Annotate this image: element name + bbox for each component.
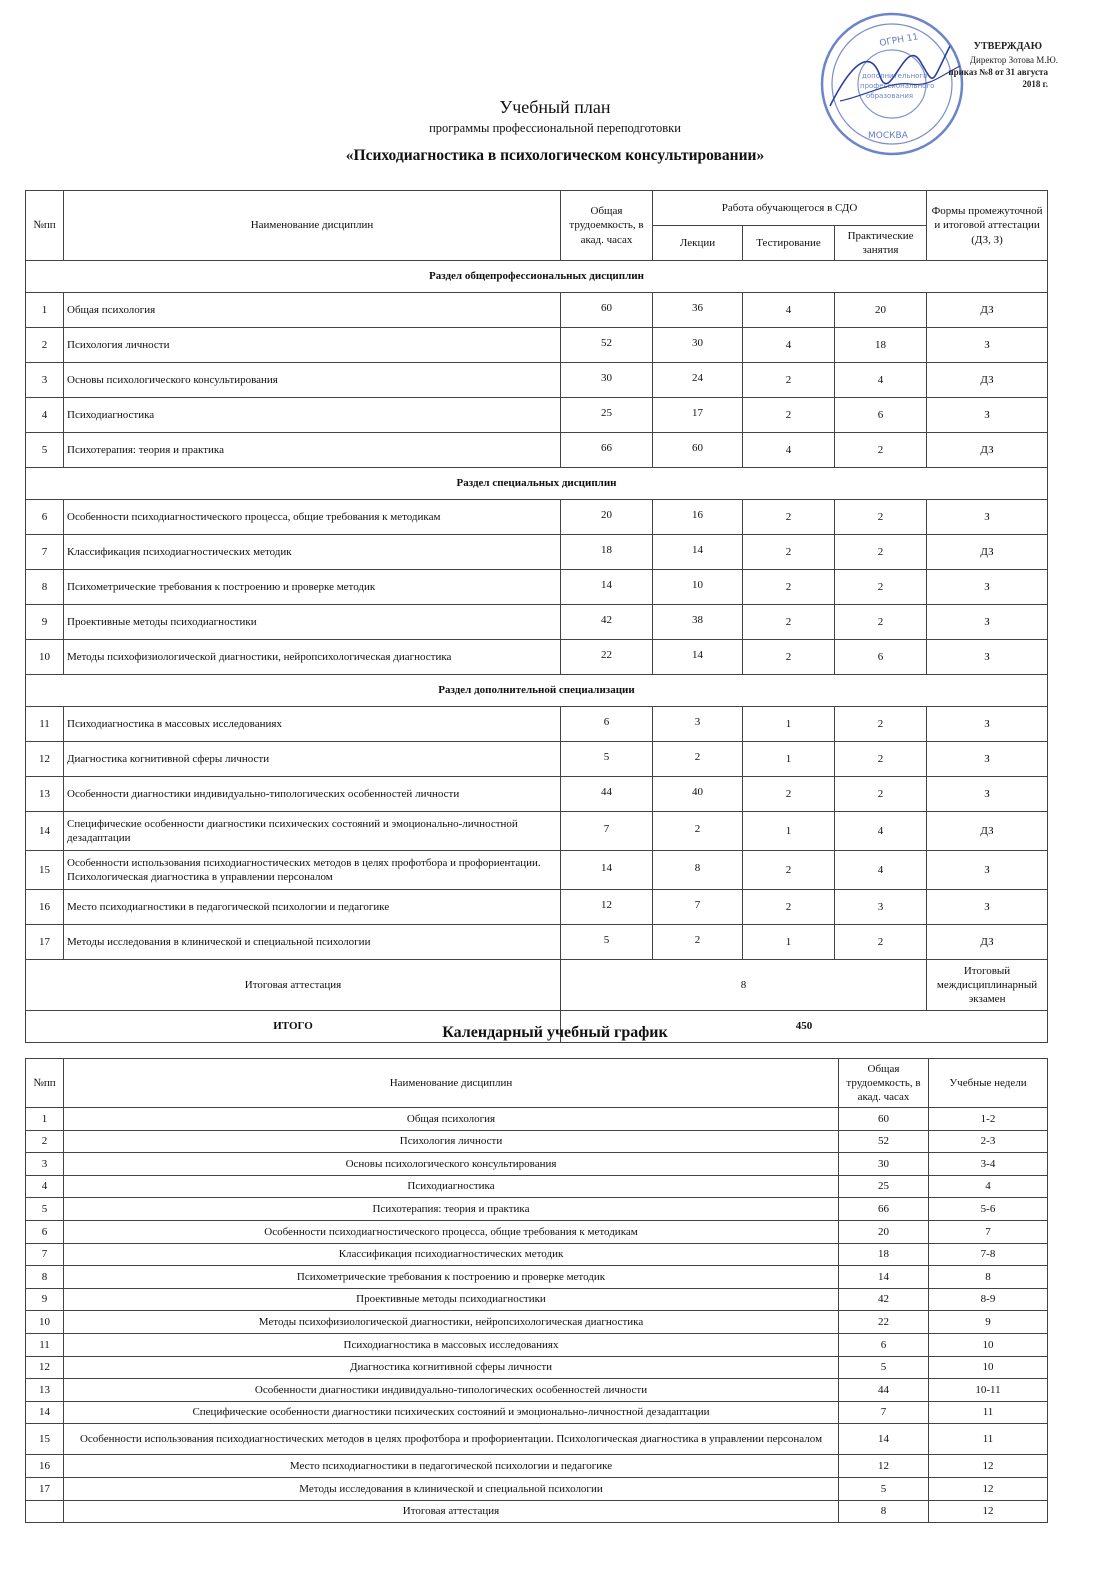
cal-hours: 42 bbox=[839, 1288, 929, 1311]
discipline-lectures: 8 bbox=[653, 851, 743, 890]
discipline-practice: 3 bbox=[835, 890, 927, 925]
cal-weeks: 7 bbox=[929, 1220, 1048, 1243]
calendar-row bbox=[26, 1455, 1048, 1478]
calendar-row bbox=[26, 1311, 1048, 1334]
cal-num: 2 bbox=[26, 1130, 64, 1153]
discipline-testing: 2 bbox=[743, 777, 835, 812]
cal-hours: 20 bbox=[839, 1220, 929, 1243]
calendar-row bbox=[26, 1153, 1048, 1176]
cal-name: Общая психология bbox=[64, 1108, 839, 1131]
discipline-num: 5 bbox=[26, 433, 64, 468]
cal-weeks: 3-4 bbox=[929, 1153, 1048, 1176]
cal-name: Особенности диагностики индивидуально-типологических особенностей личности bbox=[64, 1379, 839, 1402]
approval-director: Директор Зотова М.Ю. bbox=[969, 54, 1058, 65]
discipline-row bbox=[26, 890, 1048, 925]
discipline-row bbox=[26, 500, 1048, 535]
section-header-row bbox=[26, 468, 1048, 500]
calendar-header-row bbox=[26, 1059, 1048, 1108]
discipline-testing: 1 bbox=[743, 925, 835, 960]
cal-num: 11 bbox=[26, 1333, 64, 1356]
section-title: Раздел специальных дисциплин bbox=[26, 468, 1048, 500]
discipline-name: Особенности использования психодиагностических методов в целях профотбора и профориентации. Психологическая диагностика в управлении персоналом bbox=[64, 851, 561, 890]
discipline-lectures: 16 bbox=[653, 500, 743, 535]
section-header-row bbox=[26, 261, 1048, 293]
cal-name: Место психодиагностики в педагогической психологии и педагогике bbox=[64, 1455, 839, 1478]
discipline-practice: 6 bbox=[835, 398, 927, 433]
calendar-row bbox=[26, 1130, 1048, 1153]
cal-num: 7 bbox=[26, 1243, 64, 1266]
discipline-num: 2 bbox=[26, 328, 64, 363]
discipline-row bbox=[26, 851, 1048, 890]
cal-weeks: 11 bbox=[929, 1424, 1048, 1455]
header-testing: Тестирование bbox=[743, 226, 835, 261]
discipline-practice: 2 bbox=[835, 742, 927, 777]
cal-hours: 60 bbox=[839, 1108, 929, 1131]
cal-weeks: 10 bbox=[929, 1333, 1048, 1356]
cal-hours: 30 bbox=[839, 1153, 929, 1176]
discipline-testing: 2 bbox=[743, 570, 835, 605]
discipline-practice: 6 bbox=[835, 640, 927, 675]
discipline-lectures: 10 bbox=[653, 570, 743, 605]
discipline-num: 3 bbox=[26, 363, 64, 398]
total-label: ИТОГО bbox=[26, 1011, 561, 1043]
cal-num: 1 bbox=[26, 1108, 64, 1131]
cal-num: 15 bbox=[26, 1424, 64, 1455]
discipline-row bbox=[26, 328, 1048, 363]
cal-weeks: 4 bbox=[929, 1175, 1048, 1198]
cal-num: 4 bbox=[26, 1175, 64, 1198]
discipline-hours: 20 bbox=[561, 500, 653, 535]
cal-hours: 5 bbox=[839, 1356, 929, 1379]
discipline-lectures: 14 bbox=[653, 640, 743, 675]
discipline-lectures: 40 bbox=[653, 777, 743, 812]
cal-num: 3 bbox=[26, 1153, 64, 1176]
discipline-hours: 42 bbox=[561, 605, 653, 640]
section-title: Раздел дополнительной специализации bbox=[26, 675, 1048, 707]
cal-hours: 22 bbox=[839, 1311, 929, 1334]
discipline-name: Методы исследования в клинической и специальной психологии bbox=[64, 925, 561, 960]
cal-name: Психотерапия: теория и практика bbox=[64, 1198, 839, 1221]
discipline-hours: 7 bbox=[561, 812, 653, 851]
discipline-practice: 20 bbox=[835, 293, 927, 328]
discipline-hours: 30 bbox=[561, 363, 653, 398]
discipline-lectures: 2 bbox=[653, 742, 743, 777]
discipline-hours: 5 bbox=[561, 925, 653, 960]
cal-hours: 12 bbox=[839, 1455, 929, 1478]
svg-text:профессионального: профессионального bbox=[860, 82, 935, 90]
discipline-row bbox=[26, 293, 1048, 328]
svg-text:дополнительного: дополнительного bbox=[862, 72, 928, 80]
cal-num: 5 bbox=[26, 1198, 64, 1221]
discipline-lectures: 2 bbox=[653, 812, 743, 851]
discipline-form: З bbox=[927, 500, 1048, 535]
cal-name: Проективные методы психодиагностики bbox=[64, 1288, 839, 1311]
discipline-row bbox=[26, 535, 1048, 570]
calendar-row bbox=[26, 1288, 1048, 1311]
cal-header-num: №пп bbox=[26, 1059, 64, 1108]
cal-hours: 14 bbox=[839, 1266, 929, 1289]
discipline-row bbox=[26, 707, 1048, 742]
cal-num: 17 bbox=[26, 1477, 64, 1500]
section-title: Раздел общепрофессиональных дисциплин bbox=[26, 261, 1048, 293]
discipline-num: 4 bbox=[26, 398, 64, 433]
document-subtitle: программы профессиональной переподготовки bbox=[429, 121, 681, 135]
section-header-row bbox=[26, 675, 1048, 707]
discipline-form: З bbox=[927, 851, 1048, 890]
discipline-lectures: 30 bbox=[653, 328, 743, 363]
discipline-hours: 6 bbox=[561, 707, 653, 742]
discipline-num: 7 bbox=[26, 535, 64, 570]
cal-weeks: 8-9 bbox=[929, 1288, 1048, 1311]
cal-weeks: 10 bbox=[929, 1356, 1048, 1379]
calendar-row bbox=[26, 1333, 1048, 1356]
discipline-testing: 4 bbox=[743, 293, 835, 328]
discipline-testing: 1 bbox=[743, 812, 835, 851]
discipline-row bbox=[26, 398, 1048, 433]
cal-weeks: 1-2 bbox=[929, 1108, 1048, 1131]
cal-weeks: 12 bbox=[929, 1477, 1048, 1500]
svg-text:образования: образования bbox=[866, 92, 914, 100]
calendar-row bbox=[26, 1175, 1048, 1198]
cal-name: Итоговая аттестация bbox=[64, 1500, 839, 1523]
discipline-name: Методы психофизиологической диагностики, нейропсихологическая диагностика bbox=[64, 640, 561, 675]
discipline-practice: 4 bbox=[835, 812, 927, 851]
discipline-num: 12 bbox=[26, 742, 64, 777]
discipline-form: З bbox=[927, 328, 1048, 363]
cal-num: 16 bbox=[26, 1455, 64, 1478]
cal-num: 10 bbox=[26, 1311, 64, 1334]
discipline-row bbox=[26, 640, 1048, 675]
cal-hours: 14 bbox=[839, 1424, 929, 1455]
discipline-testing: 2 bbox=[743, 890, 835, 925]
cal-header-weeks: Учебные недели bbox=[929, 1059, 1048, 1108]
discipline-row bbox=[26, 605, 1048, 640]
cal-name: Психодиагностика в массовых исследованиях bbox=[64, 1333, 839, 1356]
discipline-name: Место психодиагностики в педагогической психологии и педагогике bbox=[64, 890, 561, 925]
discipline-testing: 2 bbox=[743, 640, 835, 675]
discipline-testing: 2 bbox=[743, 535, 835, 570]
discipline-form: З bbox=[927, 570, 1048, 605]
final-hours: 8 bbox=[561, 960, 927, 1011]
cal-weeks: 12 bbox=[929, 1455, 1048, 1478]
calendar-row bbox=[26, 1477, 1048, 1500]
calendar-row bbox=[26, 1220, 1048, 1243]
discipline-testing: 2 bbox=[743, 398, 835, 433]
cal-name: Психодиагностика bbox=[64, 1175, 839, 1198]
approval-block bbox=[938, 40, 1098, 90]
discipline-hours: 14 bbox=[561, 851, 653, 890]
approval-order: приказ №8 от 31 августа 2018 г. bbox=[948, 66, 1048, 89]
discipline-row bbox=[26, 742, 1048, 777]
discipline-row bbox=[26, 570, 1048, 605]
discipline-form: З bbox=[927, 605, 1048, 640]
calendar-row bbox=[26, 1243, 1048, 1266]
discipline-name: Особенности диагностики индивидуально-типологических особенностей личности bbox=[64, 777, 561, 812]
header-practice: Практические занятия bbox=[835, 226, 927, 261]
cal-hours: 25 bbox=[839, 1175, 929, 1198]
calendar-row bbox=[26, 1379, 1048, 1402]
cal-weeks: 12 bbox=[929, 1500, 1048, 1523]
header-name: Наименование дисциплин bbox=[64, 191, 561, 261]
discipline-num: 14 bbox=[26, 812, 64, 851]
header-lectures: Лекции bbox=[653, 226, 743, 261]
discipline-testing: 4 bbox=[743, 433, 835, 468]
discipline-hours: 25 bbox=[561, 398, 653, 433]
discipline-row bbox=[26, 777, 1048, 812]
cal-hours: 66 bbox=[839, 1198, 929, 1221]
discipline-practice: 4 bbox=[835, 851, 927, 890]
total-hours: 450 bbox=[561, 1011, 1048, 1043]
cal-weeks: 2-3 bbox=[929, 1130, 1048, 1153]
svg-text:ОГРН 11: ОГРН 11 bbox=[878, 32, 920, 49]
final-attestation-row bbox=[26, 960, 1048, 1011]
calendar-title: Календарный учебный график bbox=[442, 1024, 668, 1041]
discipline-practice: 18 bbox=[835, 328, 927, 363]
discipline-name: Основы психологического консультирования bbox=[64, 363, 561, 398]
discipline-hours: 52 bbox=[561, 328, 653, 363]
cal-hours: 6 bbox=[839, 1333, 929, 1356]
discipline-lectures: 14 bbox=[653, 535, 743, 570]
cal-num bbox=[26, 1500, 64, 1523]
discipline-name: Общая психология bbox=[64, 293, 561, 328]
discipline-form: З bbox=[927, 742, 1048, 777]
cal-hours: 8 bbox=[839, 1500, 929, 1523]
cal-num: 13 bbox=[26, 1379, 64, 1402]
discipline-form: ДЗ bbox=[927, 363, 1048, 398]
cal-weeks: 5-6 bbox=[929, 1198, 1048, 1221]
cal-name: Специфические особенности диагностики психических состояний и эмоционально-личностной дезадаптации bbox=[64, 1401, 839, 1424]
cal-num: 14 bbox=[26, 1401, 64, 1424]
plan-header-row bbox=[26, 191, 1048, 226]
discipline-lectures: 24 bbox=[653, 363, 743, 398]
discipline-name: Особенности психодиагностического процесса, общие требования к методикам bbox=[64, 500, 561, 535]
cal-name: Классификация психодиагностических методик bbox=[64, 1243, 839, 1266]
discipline-form: З bbox=[927, 777, 1048, 812]
discipline-name: Классификация психодиагностических методик bbox=[64, 535, 561, 570]
discipline-practice: 2 bbox=[835, 605, 927, 640]
cal-weeks: 7-8 bbox=[929, 1243, 1048, 1266]
discipline-hours: 22 bbox=[561, 640, 653, 675]
calendar-row bbox=[26, 1401, 1048, 1424]
discipline-hours: 5 bbox=[561, 742, 653, 777]
cal-weeks: 8 bbox=[929, 1266, 1048, 1289]
discipline-form: З bbox=[927, 707, 1048, 742]
discipline-num: 6 bbox=[26, 500, 64, 535]
discipline-num: 17 bbox=[26, 925, 64, 960]
discipline-num: 10 bbox=[26, 640, 64, 675]
discipline-practice: 2 bbox=[835, 707, 927, 742]
discipline-num: 9 bbox=[26, 605, 64, 640]
discipline-form: ДЗ bbox=[927, 535, 1048, 570]
cal-name: Методы психофизиологической диагностики, нейропсихологическая диагностика bbox=[64, 1311, 839, 1334]
calendar-row bbox=[26, 1266, 1048, 1289]
discipline-lectures: 36 bbox=[653, 293, 743, 328]
cal-num: 12 bbox=[26, 1356, 64, 1379]
discipline-lectures: 38 bbox=[653, 605, 743, 640]
cal-num: 8 bbox=[26, 1266, 64, 1289]
discipline-testing: 1 bbox=[743, 742, 835, 777]
discipline-row bbox=[26, 363, 1048, 398]
discipline-practice: 2 bbox=[835, 500, 927, 535]
cal-hours: 44 bbox=[839, 1379, 929, 1402]
cal-name: Методы исследования в клинической и специальной психологии bbox=[64, 1477, 839, 1500]
header-work: Работа обучающегося в СДО bbox=[653, 191, 927, 226]
discipline-testing: 2 bbox=[743, 363, 835, 398]
discipline-row bbox=[26, 925, 1048, 960]
discipline-practice: 2 bbox=[835, 570, 927, 605]
discipline-form: З bbox=[927, 890, 1048, 925]
cal-name: Психология личности bbox=[64, 1130, 839, 1153]
discipline-testing: 2 bbox=[743, 605, 835, 640]
discipline-name: Психометрические требования к построению и проверке методик bbox=[64, 570, 561, 605]
calendar-row bbox=[26, 1108, 1048, 1131]
program-name: «Психодиагностика в психологическом консультировании» bbox=[345, 147, 765, 164]
discipline-lectures: 7 bbox=[653, 890, 743, 925]
cal-name: Основы психологического консультирования bbox=[64, 1153, 839, 1176]
discipline-hours: 18 bbox=[561, 535, 653, 570]
discipline-hours: 14 bbox=[561, 570, 653, 605]
calendar-row bbox=[26, 1424, 1048, 1455]
discipline-num: 15 bbox=[26, 851, 64, 890]
cal-hours: 52 bbox=[839, 1130, 929, 1153]
cal-num: 6 bbox=[26, 1220, 64, 1243]
discipline-name: Психология личности bbox=[64, 328, 561, 363]
discipline-num: 16 bbox=[26, 890, 64, 925]
discipline-num: 1 bbox=[26, 293, 64, 328]
discipline-num: 11 bbox=[26, 707, 64, 742]
cal-hours: 7 bbox=[839, 1401, 929, 1424]
discipline-practice: 2 bbox=[835, 925, 927, 960]
discipline-lectures: 17 bbox=[653, 398, 743, 433]
discipline-num: 13 bbox=[26, 777, 64, 812]
header-num: №пп bbox=[26, 191, 64, 261]
discipline-form: ДЗ bbox=[927, 812, 1048, 851]
cal-name: Диагностика когнитивной сферы личности bbox=[64, 1356, 839, 1379]
cal-header-name: Наименование дисциплин bbox=[64, 1059, 839, 1108]
curriculum-table bbox=[25, 190, 1048, 1043]
cal-hours: 5 bbox=[839, 1477, 929, 1500]
discipline-testing: 2 bbox=[743, 851, 835, 890]
discipline-practice: 2 bbox=[835, 777, 927, 812]
discipline-hours: 12 bbox=[561, 890, 653, 925]
header-forms: Формы промежуточной и итоговой аттестации (ДЗ, З) bbox=[927, 191, 1048, 261]
discipline-hours: 66 bbox=[561, 433, 653, 468]
discipline-row bbox=[26, 433, 1048, 468]
discipline-hours: 60 bbox=[561, 293, 653, 328]
cal-weeks: 11 bbox=[929, 1401, 1048, 1424]
cal-weeks: 9 bbox=[929, 1311, 1048, 1334]
discipline-name: Диагностика когнитивной сферы личности bbox=[64, 742, 561, 777]
discipline-lectures: 2 bbox=[653, 925, 743, 960]
final-form: Итоговый междисциплинарный экзамен bbox=[927, 960, 1048, 1011]
discipline-testing: 2 bbox=[743, 500, 835, 535]
discipline-hours: 44 bbox=[561, 777, 653, 812]
cal-name: Психометрические требования к построению и проверке методик bbox=[64, 1266, 839, 1289]
discipline-testing: 1 bbox=[743, 707, 835, 742]
discipline-num: 8 bbox=[26, 570, 64, 605]
discipline-form: З bbox=[927, 640, 1048, 675]
calendar-table bbox=[25, 1058, 1048, 1523]
discipline-form: ДЗ bbox=[927, 293, 1048, 328]
discipline-form: ДЗ bbox=[927, 433, 1048, 468]
discipline-lectures: 60 bbox=[653, 433, 743, 468]
discipline-row bbox=[26, 812, 1048, 851]
cal-name: Особенности использования психодиагностических методов в целях профотбора и профориентации. Психологическая диагностика в управлении персоналом bbox=[64, 1424, 839, 1455]
cal-name: Особенности психодиагностического процесса, общие требования к методикам bbox=[64, 1220, 839, 1243]
calendar-row bbox=[26, 1356, 1048, 1379]
discipline-name: Психодиагностика в массовых исследованиях bbox=[64, 707, 561, 742]
discipline-lectures: 3 bbox=[653, 707, 743, 742]
final-label: Итоговая аттестация bbox=[26, 960, 561, 1011]
calendar-final-row bbox=[26, 1500, 1048, 1523]
discipline-name: Специфические особенности диагностики психических состояний и эмоционально-личностной дезадаптации bbox=[64, 812, 561, 851]
discipline-name: Проективные методы психодиагностики bbox=[64, 605, 561, 640]
discipline-name: Психодиагностика bbox=[64, 398, 561, 433]
cal-num: 9 bbox=[26, 1288, 64, 1311]
cal-hours: 18 bbox=[839, 1243, 929, 1266]
cal-header-hours: Общая трудоемкость, в акад. часах bbox=[839, 1059, 929, 1108]
discipline-form: З bbox=[927, 398, 1048, 433]
approval-label: УТВЕРЖДАЮ bbox=[973, 41, 1042, 52]
discipline-form: ДЗ bbox=[927, 925, 1048, 960]
discipline-practice: 4 bbox=[835, 363, 927, 398]
discipline-practice: 2 bbox=[835, 433, 927, 468]
discipline-name: Психотерапия: теория и практика bbox=[64, 433, 561, 468]
discipline-practice: 2 bbox=[835, 535, 927, 570]
header-hours: Общая трудоемкость, в акад. часах bbox=[561, 191, 653, 261]
document-title: Учебный план bbox=[499, 97, 611, 117]
cal-weeks: 10-11 bbox=[929, 1379, 1048, 1402]
discipline-testing: 4 bbox=[743, 328, 835, 363]
svg-text:МОСКВА: МОСКВА bbox=[868, 131, 908, 141]
calendar-row bbox=[26, 1198, 1048, 1221]
